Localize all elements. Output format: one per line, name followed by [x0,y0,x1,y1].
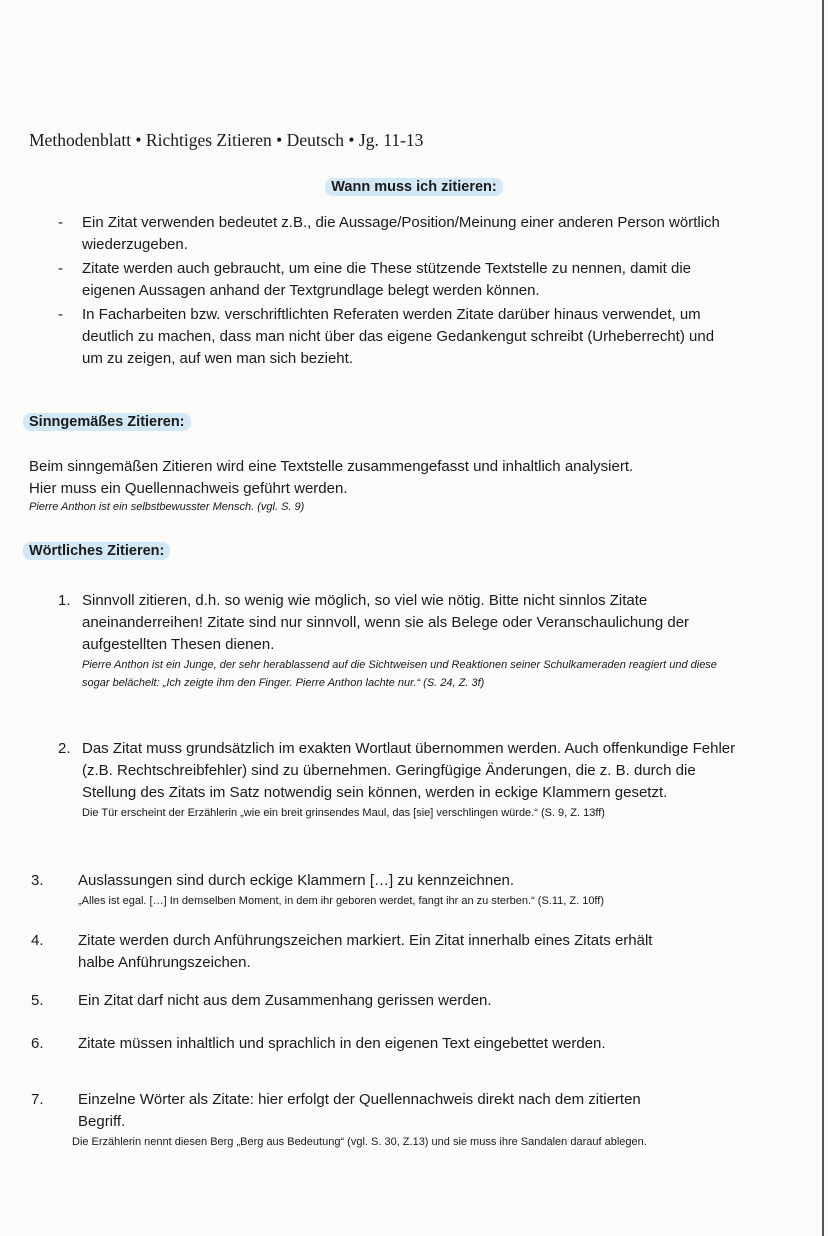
section-heading-literal: Wörtliches Zitieren: [23,542,170,560]
item-number: 5. [31,992,44,1009]
item-number: 2. [58,740,71,757]
document-title: Methodenblatt • Richtiges Zitieren • Deutsch • Jg. 11-13 [29,130,424,150]
rule-item [31,930,678,974]
rule-text: Auslassungen sind durch eckige Klammern […] zu kennzeichnen. [78,872,515,889]
list-item: - In Facharbeiten bzw. verschriftlichten Referaten werden Zitate darüber hinaus verwendet, um deutlich zu machen, dass man nicht über das eigene Gedankengut schreibt (Urheberrecht) und um zu zeigen, auf wen man sich bezieht. [56,304,726,370]
example: „Alles ist egal. […] In demselben Moment, in dem ihr geboren werdet, fangt ihr an zu sterben.“ (S.11, Z. 10ff) [78,895,605,907]
rule-text: Das Zitat muss grundsätzlich im exakten Wortlaut übernommen werden. Auch offenkundige Fehler (z.B. Rechtschreibfehler) sind zu übernehmen. Geringfügige Änderungen, die z. B. durch die Stellung des Zitats im Satz notwendig sein können, werden in eckige Klammern gesetzt. [82,740,736,801]
section-heading-when: Wann muss ich zitieren: [325,178,502,196]
example: Die Tür erscheint der Erzählerin „wie ein breit grinsendes Maul, das [sie] verschlingen würde.“ (S. 9, Z. 13ff) [82,807,605,819]
example: Die Erzählerin nennt diesen Berg „Berg aus Bedeutung“ (vgl. S. 30, Z.13) und sie muss ihre Sandalen darauf ablegen. [72,1136,647,1148]
reasons-list [56,212,726,370]
rule-text: Ein Zitat darf nicht aus dem Zusammenhang gerissen werden. [78,992,492,1009]
rule-item [58,738,742,822]
list-item: - Ein Zitat verwenden bedeutet z.B., die Aussage/Position/Meinung einer anderen Person wörtlich wiederzugeben. [56,212,726,256]
item-number: 4. [31,932,44,949]
rule-item [31,870,758,910]
rule-item [58,590,742,692]
rule-item [31,1089,758,1151]
item-number: 7. [31,1091,44,1108]
example: Pierre Anthon ist ein selbstbewusster Mensch. (vgl. S. 9) [29,501,305,513]
example: Pierre Anthon ist ein Junge, der sehr herablassend auf die Sichtweisen und Reaktionen seiner Schulkameraden reagiert und diese sogar belächelt: „Ich zeigte ihm den Finger. Pierre Anthon lachte nur.“ (S. 24, Z. 3f) [82,659,717,689]
rule-text: Zitate müssen inhaltlich und sprachlich in den eigenen Text eingebettet werden. [78,1035,606,1052]
item-number: 1. [58,592,71,609]
rule-text: Einzelne Wörter als Zitate: hier erfolgt der Quellennachweis direkt nach dem zitierten Begriff. [78,1091,641,1130]
section-heading-paraphrase: Sinngemäßes Zitieren: [23,413,191,431]
rule-item [31,1033,638,1055]
paraphrase-text: Beim sinngemäßen Zitieren wird eine Textstelle zusammengefasst und inhaltlich analysiert. [29,458,634,475]
item-number: 3. [31,872,44,889]
paraphrase-text: Hier muss ein Quellennachweis geführt werden. [29,480,348,497]
list-item: - Zitate werden auch gebraucht, um eine die These stützende Textstelle zu nennen, damit die eigenen Aussagen anhand der Textgrundlage belegt werden können. [56,258,726,302]
rule-text: Zitate werden durch Anführungszeichen markiert. Ein Zitat innerhalb eines Zitats erhält halbe Anführungszeichen. [78,932,653,971]
rule-item [31,990,738,1012]
rule-text: Sinnvoll zitieren, d.h. so wenig wie möglich, so viel wie nötig. Bitte nicht sinnlos Zitate aneinanderreihen! Zitate sind nur sinnvoll, wenn sie als Belege oder Veranschaulichung der aufgestellten Thesen dienen. [82,592,690,653]
item-number: 6. [31,1035,44,1052]
